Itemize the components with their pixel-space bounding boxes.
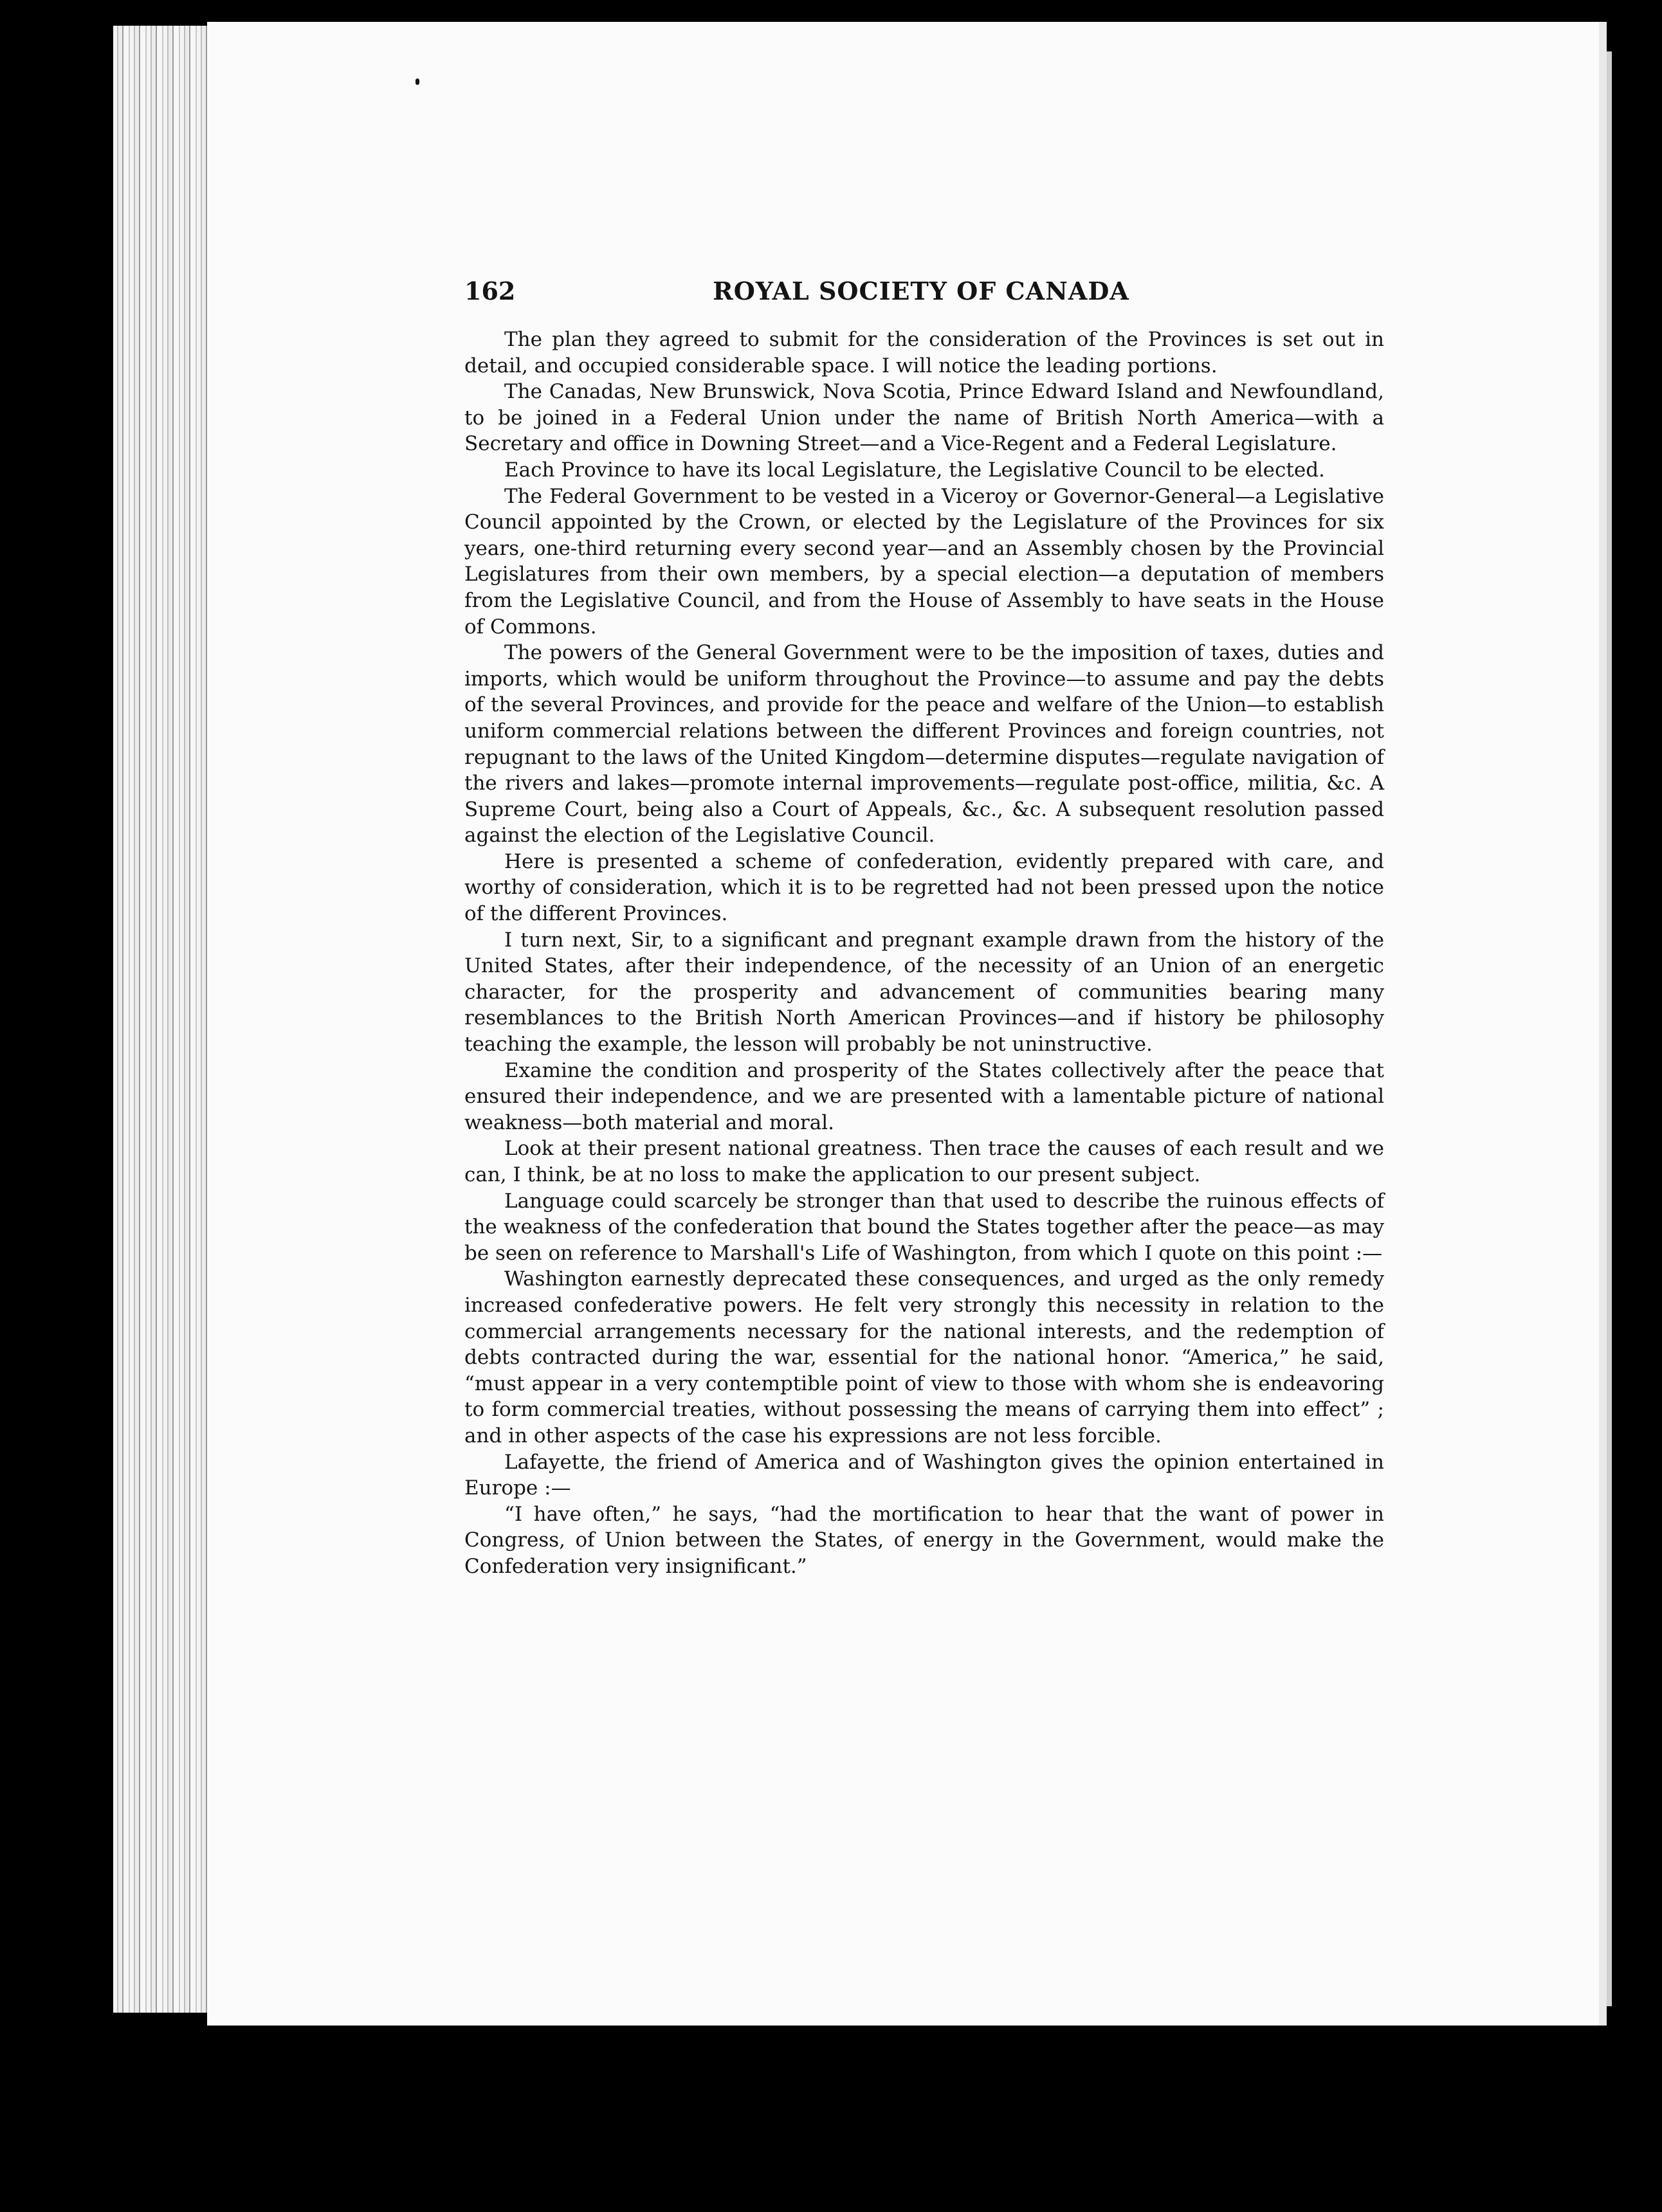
paragraph: “I have often,” he says, “had the mortification to hear that the want of power in Congress, of Union between the States, of energy in the Government, would make the Confederation very insignificant.”: [464, 1502, 1384, 1578]
paragraph: Here is presented a scheme of confederation, evidently prepared with care, and worthy of consideration, which it is to be regretted had not been pressed upon the notice of the different Provinces.: [464, 849, 1384, 926]
right-page-edge: [1599, 22, 1607, 2026]
paragraph: The powers of the General Government were to be the imposition of taxes, duties and imports, which would be uniform throughout the Province—to assume and pay the debts of the several Provinces, and provide for the peace and welfare of the Union—to establish uniform commercial relations between the different Provinces and foreign countries, not repugnant to the laws of the United Kingdom—determine disputes—regulate navigation of the rivers and lakes—promote internal improvements—regulate post-office, militia, &c. A Supreme Court, being also a Court of Appeals, &c., &c. A subsequent resolution passed against the election of the Legislative Council.: [464, 641, 1384, 848]
paragraph: Lafayette, the friend of America and of Washington gives the opinion entertained in Europe :—: [464, 1450, 1384, 1500]
page-header: [464, 276, 1378, 315]
paragraph: Washington earnestly deprecated these consequences, and urged as the only remedy increased confederative powers. He felt very strongly this necessity in relation to the commercial arrangements necessary for the national interests, and the redemption of debts contracted during the war, essential for the national honor. “America,” he said, “must appear in a very contemptible point of view to those with whom she is endeavoring to form commercial treaties, without possessing the means of carrying them into effect” ; and in other aspects of the case his expressions are not less forcible.: [464, 1267, 1384, 1447]
paragraph: Each Province to have its local Legislature, the Legislative Council to be elected.: [504, 458, 1325, 482]
ink-speck: [416, 78, 419, 85]
paragraph: The Federal Government to be vested in a Viceroy or Governor-General—a Legislative Council appointed by the Crown, or elected by the Legislature of the Provinces for six years, one-third returning every second year—and an Assembly chosen by the Provincial Legislatures from their own members, by a special election—a deputation of members from the Legislative Council, and from the House of Assembly to have seats in the House of Commons.: [464, 484, 1384, 639]
right-page-edge-shadow: [1607, 51, 1612, 2006]
paragraph: I turn next, Sir, to a significant and pregnant example drawn from the history of the United States, after their independence, of the necessity of an Union of an energetic character, for the prosperity and advancement of communities bearing many resemblances to the British North American Provinces—and if history be philosophy teaching the example, the lesson will probably be not uninstructive.: [464, 928, 1384, 1056]
page-number: 162: [464, 276, 516, 305]
page-body: [464, 327, 1384, 1580]
book-page-edges: [113, 26, 210, 2013]
paragraph: Look at their present national greatness. Then trace the causes of each result and we can, I think, be at no loss to make the application to our present subject.: [464, 1137, 1384, 1186]
paragraph: The plan they agreed to submit for the consideration of the Provinces is set out in detail, and occupied considerable space. I will notice the leading portions.: [464, 328, 1384, 377]
running-head: ROYAL SOCIETY OF CANADA: [713, 276, 1129, 305]
paragraph: Language could scarcely be stronger than that used to describe the ruinous effects of the weakness of the confederation that bound the States together after the peace—as may be seen on reference to Marshall's Life of Washington, from which I quote on this point :—: [464, 1189, 1384, 1265]
paragraph: Examine the condition and prosperity of the States collectively after the peace that ensured their independence, and we are presented with a lamentable picture of national weakness—both material and moral.: [464, 1058, 1384, 1134]
paragraph: The Canadas, New Brunswick, Nova Scotia, Prince Edward Island and Newfoundland, to be joined in a Federal Union under the name of British North America—with a Secretary and office in Downing Street—and a Vice-Regent and a Federal Legislature.: [464, 380, 1384, 456]
